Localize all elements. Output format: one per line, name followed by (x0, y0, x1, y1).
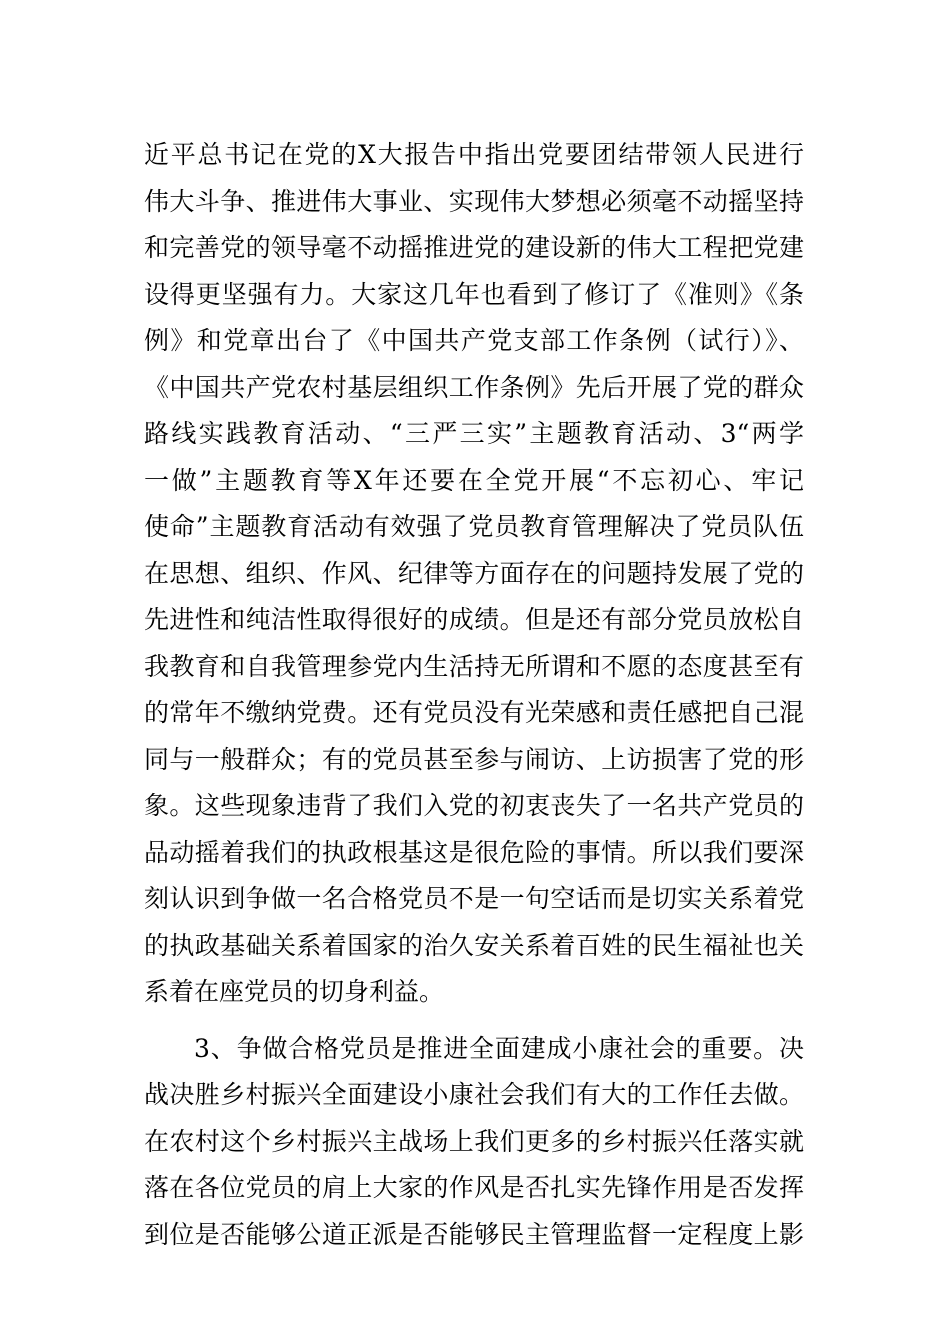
text-line: 系着在座党员的切身利益。 (144, 977, 445, 1006)
text-line: 的执政基础关系着国家的治久安关系着百姓的民生福祉也关 (144, 930, 804, 960)
text-line: 《中国共产党农村基层组织工作条例》先后开展了党的群众 (144, 372, 804, 402)
text-line: 落在各位党员的肩上大家的作风是否扎实先锋作用是否发挥 (144, 1173, 804, 1202)
paragraph-2 (144, 1026, 804, 1259)
paragraph-1 (144, 132, 804, 1016)
paragraph-spacer (144, 1016, 804, 1026)
text-line: 近平总书记在党的X大报告中指出党要团结带领人民进行 (144, 140, 804, 169)
text-line: 的常年不缴纳党费。还有党员没有光荣感和责任感把自己混 (144, 698, 804, 727)
text-line: 使命”主题教育活动有效强了党员教育管理解决了党员队伍 (144, 512, 804, 541)
text-line: 例》和党章出台了《中国共产党支部工作条例（试行）》、 (144, 326, 804, 355)
text-line: 路线实践教育活动、“三严三实”主题教育活动、3“两学 (144, 419, 804, 448)
text-line: 品动摇着我们的执政根基这是很危险的事情。所以我们要深 (144, 837, 804, 867)
text-line: 在思想、组织、作风、纪律等方面存在的问题持发展了党的 (144, 558, 804, 588)
text-line: 一做”主题教育等X年还要在全党开展“不忘初心、牢记 (144, 465, 804, 495)
text-line: 3、争做合格党员是推进全面建成小康社会的重要。决 (194, 1033, 804, 1063)
document-body (144, 132, 804, 1258)
text-line: 象。这些现象违背了我们入党的初衷丧失了一名共产党员的 (144, 791, 804, 820)
text-line: 刻认识到争做一名合格党员不是一句空话而是切实关系着党 (144, 884, 804, 913)
text-line: 我教育和自我管理参党内生活持无所谓和不愿的态度甚至有 (144, 651, 804, 681)
text-line: 和完善党的领导毫不动摇推进党的建设新的伟大工程把党建 (144, 233, 804, 262)
text-line: 战决胜乡村振兴全面建设小康社会我们有大的工作任去做。 (144, 1080, 804, 1109)
text-line: 伟大斗争、推进伟大事业、实现伟大梦想必须毫不动摇坚持 (144, 186, 804, 216)
text-line: 先进性和纯洁性取得很好的成绩。但是还有部分党员放松自 (144, 605, 804, 634)
text-line: 在农村这个乡村振兴主战场上我们更多的乡村振兴任落实就 (144, 1126, 804, 1156)
text-line: 到位是否能够公道正派是否能够民主管理监督一定程度上影 (144, 1219, 804, 1249)
text-line: 同与一般群众；有的党员甚至参与闹访、上访损害了党的形 (144, 744, 804, 774)
text-line: 设得更坚强有力。大家这几年也看到了修订了《准则》《条 (144, 279, 804, 309)
